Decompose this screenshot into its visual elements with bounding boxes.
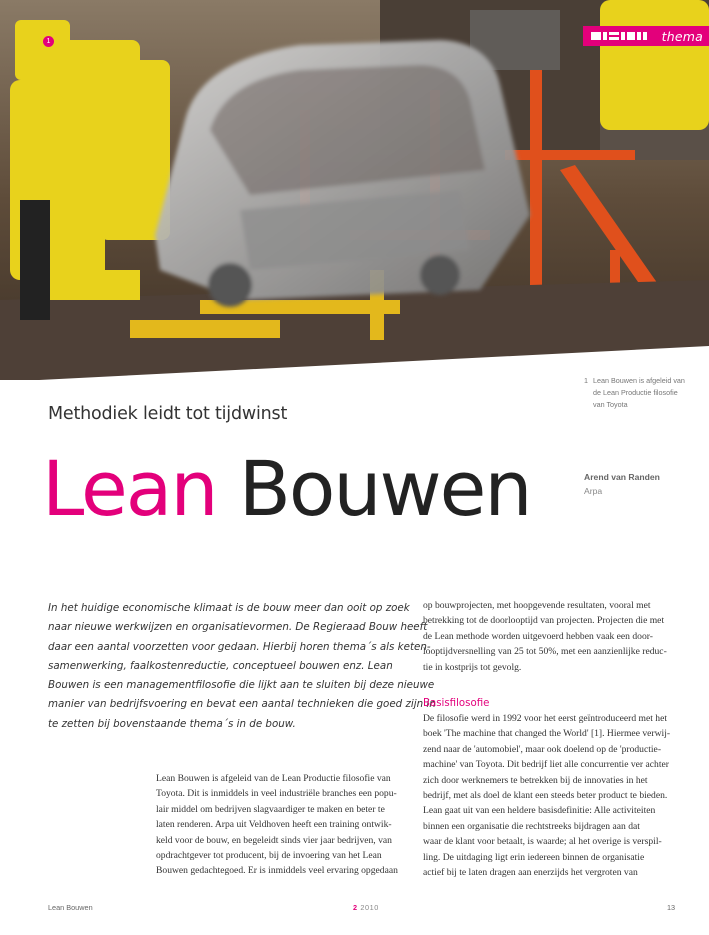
intro-line: naar nieuwe werkwijzen en organisatievormen. De Regieraad Bouw heeft (48, 621, 428, 634)
author-name: Arend van Randen (584, 472, 660, 482)
issue-year: 2010 (360, 903, 379, 912)
body-line: zich door werknemers te betrekken bij de innovaties in het (423, 774, 648, 786)
article-title (42, 444, 531, 534)
caption-line: de Lean Productie filosofie (593, 388, 678, 397)
body-paragraph (423, 598, 675, 675)
body-line: keld voor de bouw, en begeleidt sinds vier jaar bedrijven, van (156, 834, 392, 846)
body-line: lair middel om bedrijven slagvaardiger te maken en beter te (156, 803, 385, 815)
footer-issue (353, 903, 379, 912)
caption-line: van Toyota (593, 400, 628, 409)
body-line: looptijdversnelling van 25 tot 50%, met een aanzienlijke reduc- (423, 646, 667, 658)
intro-line: samenwerking, faalkostenreductie, conceptueel bouwen enz. Lean (48, 659, 393, 672)
intro-line: te zetten bij bovenstaande thema´s in de bouw. (48, 717, 296, 730)
body-line: actief bij te laten dragen aan enerzijds het vergroten van (423, 867, 638, 879)
footer-section-name: Lean Bouwen (48, 903, 93, 912)
caption-number: 1 (584, 376, 588, 385)
page-number: 13 (667, 903, 676, 912)
author-organization: Arpa (584, 486, 603, 496)
magazine-logo-icon (591, 31, 647, 41)
section-heading: Basisfilosofie (423, 698, 490, 710)
intro-line: manier van bedrijfsvoering en bevat een aantal technieken die goed zijn in (48, 698, 436, 711)
intro-line: Bouwen is een managementfilosofie die lijkt aan te sluiten bij deze nieuwe (48, 679, 435, 692)
body-line: Lean Bouwen is afgeleid van de Lean Productie filosofie van (156, 773, 391, 784)
intro-line: In het huidige economische klimaat is de bouw meer dan ooit op zoek (48, 602, 410, 614)
body-line: waar de klant voor betaalt, is waarde; al het overige is verspil- (423, 836, 662, 848)
section-tag-label: thema (661, 28, 703, 44)
car-assembly-illustration (0, 0, 709, 380)
body-column-right (423, 598, 675, 881)
article-subtitle: Methodiek leidt tot tijdwinst (48, 404, 288, 424)
body-line: tie in kostprijs tot gevolg. (423, 661, 522, 673)
body-line: De filosofie werd in 1992 voor het eerst geïntroduceerd met het (423, 713, 668, 725)
intro-line: daar een aantal voorzetten voor gedaan. Hierbij horen thema´s als keten- (48, 640, 431, 653)
body-line: Toyota. Dit is inmiddels in veel industriële branches een popu- (156, 788, 397, 800)
section-tag (583, 26, 709, 46)
title-word-lean: Lean (42, 444, 217, 533)
hero-photo (0, 0, 709, 380)
title-word-bouwen: Bouwen (238, 444, 531, 533)
body-line: machine' van Toyota. Dit bedrijf liet alle concurrentie ver achter (423, 759, 669, 771)
issue-number: 2 (353, 903, 358, 912)
body-line: opdrachtgever tot producent, bij de invoering van het Lean (156, 850, 382, 862)
author-block (584, 470, 660, 498)
body-line: betrekking tot de doorlooptijd van projecten. Projecten die met (423, 615, 665, 627)
body-paragraph (423, 711, 675, 880)
body-line: Bouwen gedachtegoed. Er is inmiddels veel ervaring opgedaan (156, 865, 398, 877)
body-line: zend naar de 'automobiel', maar ook doelend op de 'productie- (423, 743, 662, 755)
body-line: op bouwprojecten, met hoopgevende resultaten, vooral met (423, 600, 651, 611)
figure-number-badge: 1 (43, 36, 54, 47)
body-line: de Lean methode worden uitgevoerd hebben vaak een door- (423, 630, 653, 642)
body-line: Lean gaat uit van een heldere basisdefinitie: Alle activiteiten (423, 805, 656, 817)
body-line: laten renderen. Arpa uit Veldhoven heeft een training ontwik- (156, 819, 392, 831)
body-line: binnen een organisatie die rechtstreeks bijdragen aan dat (423, 820, 640, 832)
figure-caption (584, 375, 704, 411)
body-line: boek 'The machine that changed the World' [1]. Hiermee verwij- (423, 728, 671, 740)
article-intro (48, 599, 436, 734)
body-column-left (156, 771, 410, 879)
caption-line: Lean Bouwen is afgeleid van (593, 376, 685, 385)
body-line: bedrijf, met als doel de klant een steeds beter product te bieden. (423, 790, 668, 802)
body-line: ling. De uitdaging ligt erin iedereen binnen de organisatie (423, 851, 645, 863)
